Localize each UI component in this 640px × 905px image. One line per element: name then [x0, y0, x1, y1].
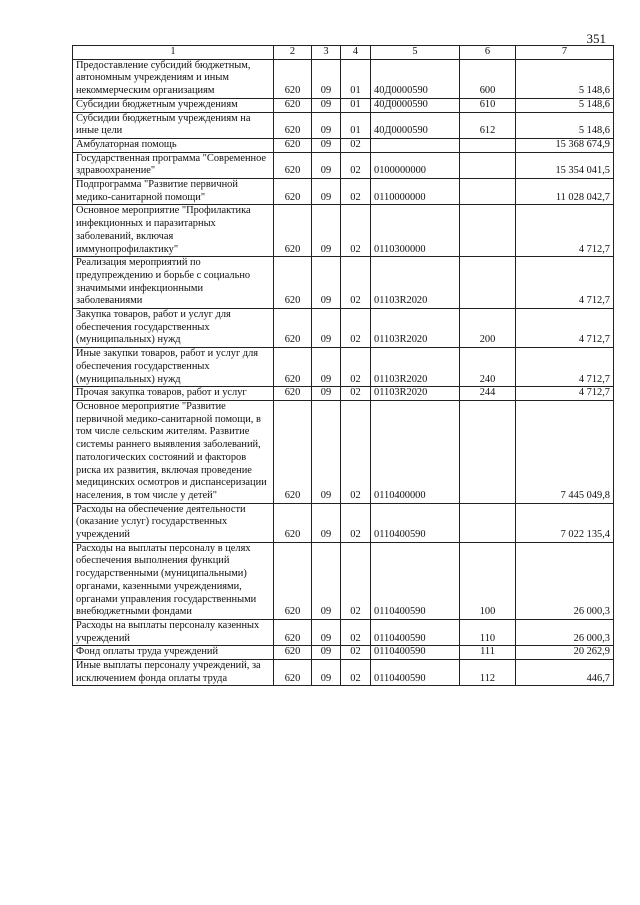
row-amount-cell: 4 712,7: [516, 257, 614, 309]
table-row: [73, 348, 614, 387]
row-section-cell: 09: [312, 257, 341, 309]
row-section-cell: 09: [312, 98, 341, 112]
row-target-article-cell: 0110400000: [371, 400, 460, 503]
row-amount-cell: 4 712,7: [516, 387, 614, 401]
table-header-row: [73, 46, 614, 60]
row-admin-code-cell: 620: [274, 59, 312, 98]
table-row: [73, 179, 614, 205]
row-target-article-cell: [371, 138, 460, 152]
row-admin-code-cell: 620: [274, 138, 312, 152]
row-expense-type-cell: 244: [460, 387, 516, 401]
row-subsection-cell: 02: [341, 152, 371, 178]
row-name-cell: Основное мероприятие "Профилактика инфекционных и паразитарных заболеваний, включая иммунопрофилактику": [73, 205, 274, 257]
row-amount-cell: 7 022 135,4: [516, 503, 614, 542]
row-section-cell: 09: [312, 205, 341, 257]
row-amount-cell: 4 712,7: [516, 348, 614, 387]
row-section-cell: 09: [312, 503, 341, 542]
row-expense-type-cell: 111: [460, 646, 516, 660]
table-row: [73, 619, 614, 645]
row-admin-code-cell: 620: [274, 309, 312, 348]
header-col-5: 5: [371, 46, 460, 60]
row-admin-code-cell: 620: [274, 542, 312, 619]
row-target-article-cell: 0110400590: [371, 646, 460, 660]
row-subsection-cell: 02: [341, 619, 371, 645]
table-row: [73, 152, 614, 178]
row-subsection-cell: 02: [341, 660, 371, 686]
row-admin-code-cell: 620: [274, 400, 312, 503]
row-amount-cell: 15 354 041,5: [516, 152, 614, 178]
table-row: [73, 257, 614, 309]
row-expense-type-cell: 240: [460, 348, 516, 387]
row-amount-cell: 446,7: [516, 660, 614, 686]
row-amount-cell: 11 028 042,7: [516, 179, 614, 205]
row-name-cell: Расходы на выплаты персоналу в целях обеспечения выполнения функций государственными (муниципальными) органами, казенными учреждениями, органами управления государственными внебюджетными фондами: [73, 542, 274, 619]
row-name-cell: Субсидии бюджетным учреждениям: [73, 98, 274, 112]
table-row: [73, 542, 614, 619]
row-target-article-cell: 0100000000: [371, 152, 460, 178]
table-row: [73, 138, 614, 152]
row-subsection-cell: 02: [341, 257, 371, 309]
row-amount-cell: 7 445 049,8: [516, 400, 614, 503]
row-subsection-cell: 02: [341, 138, 371, 152]
row-expense-type-cell: 110: [460, 619, 516, 645]
row-admin-code-cell: 620: [274, 619, 312, 645]
row-target-article-cell: 0110400590: [371, 503, 460, 542]
row-expense-type-cell: 200: [460, 309, 516, 348]
row-section-cell: 09: [312, 348, 341, 387]
row-expense-type-cell: [460, 205, 516, 257]
row-target-article-cell: 01103R2020: [371, 257, 460, 309]
row-amount-cell: 4 712,7: [516, 205, 614, 257]
row-subsection-cell: 02: [341, 387, 371, 401]
row-subsection-cell: 02: [341, 179, 371, 205]
row-target-article-cell: 40Д0000590: [371, 112, 460, 138]
row-subsection-cell: 01: [341, 59, 371, 98]
row-subsection-cell: 02: [341, 205, 371, 257]
row-admin-code-cell: 620: [274, 387, 312, 401]
row-admin-code-cell: 620: [274, 98, 312, 112]
row-admin-code-cell: 620: [274, 205, 312, 257]
row-admin-code-cell: 620: [274, 112, 312, 138]
row-admin-code-cell: 620: [274, 646, 312, 660]
table-row: [73, 205, 614, 257]
row-section-cell: 09: [312, 112, 341, 138]
table-row: [73, 98, 614, 112]
table-row: [73, 400, 614, 503]
row-amount-cell: 4 712,7: [516, 309, 614, 348]
row-section-cell: 09: [312, 138, 341, 152]
header-col-7: 7: [516, 46, 614, 60]
row-amount-cell: 5 148,6: [516, 112, 614, 138]
row-subsection-cell: 01: [341, 112, 371, 138]
row-amount-cell: 5 148,6: [516, 98, 614, 112]
row-expense-type-cell: 612: [460, 112, 516, 138]
row-name-cell: Закупка товаров, работ и услуг для обеспечения государственных (муниципальных) нужд: [73, 309, 274, 348]
row-name-cell: Реализация мероприятий по предупреждению и борьбе с социально значимыми инфекционными заболеваниями: [73, 257, 274, 309]
table-row: [73, 387, 614, 401]
row-name-cell: Субсидии бюджетным учреждениям на иные цели: [73, 112, 274, 138]
row-section-cell: 09: [312, 400, 341, 503]
row-subsection-cell: 02: [341, 309, 371, 348]
row-target-article-cell: 0110400590: [371, 660, 460, 686]
header-col-1: 1: [73, 46, 274, 60]
row-target-article-cell: 0110300000: [371, 205, 460, 257]
row-admin-code-cell: 620: [274, 257, 312, 309]
budget-table: [72, 45, 614, 686]
row-target-article-cell: 0110400590: [371, 542, 460, 619]
table-row: [73, 660, 614, 686]
row-name-cell: Иные закупки товаров, работ и услуг для обеспечения государственных (муниципальных) нужд: [73, 348, 274, 387]
table-row: [73, 503, 614, 542]
row-name-cell: Иные выплаты персоналу учреждений, за исключением фонда оплаты труда: [73, 660, 274, 686]
row-admin-code-cell: 620: [274, 660, 312, 686]
row-expense-type-cell: [460, 503, 516, 542]
row-name-cell: Основное мероприятие "Развитие первичной медико-санитарной помощи, в том числе сельским жителям. Развитие системы раннего выявления заболеваний, патологических состояний и факторов риска их развития, включая проведение медицинских осмотров и диспансеризации населения, в том числе у детей": [73, 400, 274, 503]
row-target-article-cell: 0110400590: [371, 619, 460, 645]
row-name-cell: Амбулаторная помощь: [73, 138, 274, 152]
row-expense-type-cell: 100: [460, 542, 516, 619]
row-expense-type-cell: [460, 179, 516, 205]
row-admin-code-cell: 620: [274, 179, 312, 205]
row-target-article-cell: 01103R2020: [371, 309, 460, 348]
row-target-article-cell: 01103R2020: [371, 387, 460, 401]
row-amount-cell: 5 148,6: [516, 59, 614, 98]
table-row: [73, 646, 614, 660]
header-col-3: 3: [312, 46, 341, 60]
row-expense-type-cell: [460, 138, 516, 152]
row-section-cell: 09: [312, 152, 341, 178]
row-name-cell: Предоставление субсидий бюджетным, автономным учреждениям и иным некоммерческим организациям: [73, 59, 274, 98]
row-subsection-cell: 02: [341, 646, 371, 660]
row-target-article-cell: 01103R2020: [371, 348, 460, 387]
header-col-2: 2: [274, 46, 312, 60]
row-amount-cell: 20 262,9: [516, 646, 614, 660]
table-row: [73, 59, 614, 98]
row-target-article-cell: 0110000000: [371, 179, 460, 205]
row-section-cell: 09: [312, 660, 341, 686]
row-section-cell: 09: [312, 646, 341, 660]
row-expense-type-cell: [460, 152, 516, 178]
row-admin-code-cell: 620: [274, 503, 312, 542]
row-subsection-cell: 02: [341, 400, 371, 503]
page-number: 351: [586, 31, 606, 46]
row-name-cell: Прочая закупка товаров, работ и услуг: [73, 387, 274, 401]
row-expense-type-cell: 600: [460, 59, 516, 98]
row-name-cell: Фонд оплаты труда учреждений: [73, 646, 274, 660]
row-subsection-cell: 01: [341, 98, 371, 112]
row-section-cell: 09: [312, 59, 341, 98]
row-name-cell: Расходы на обеспечение деятельности (оказание услуг) государственных учреждений: [73, 503, 274, 542]
row-amount-cell: 26 000,3: [516, 619, 614, 645]
row-expense-type-cell: 610: [460, 98, 516, 112]
budget-table-body: [73, 46, 614, 686]
row-expense-type-cell: 112: [460, 660, 516, 686]
header-col-6: 6: [460, 46, 516, 60]
row-section-cell: 09: [312, 309, 341, 348]
row-section-cell: 09: [312, 387, 341, 401]
row-amount-cell: 26 000,3: [516, 542, 614, 619]
row-section-cell: 09: [312, 179, 341, 205]
row-subsection-cell: 02: [341, 542, 371, 619]
table-row: [73, 309, 614, 348]
row-subsection-cell: 02: [341, 503, 371, 542]
row-name-cell: Расходы на выплаты персоналу казенных учреждений: [73, 619, 274, 645]
row-expense-type-cell: [460, 400, 516, 503]
row-target-article-cell: 40Д0000590: [371, 59, 460, 98]
row-name-cell: Государственная программа "Современное здравоохранение": [73, 152, 274, 178]
row-admin-code-cell: 620: [274, 348, 312, 387]
row-section-cell: 09: [312, 542, 341, 619]
row-admin-code-cell: 620: [274, 152, 312, 178]
header-col-4: 4: [341, 46, 371, 60]
row-amount-cell: 15 368 674,9: [516, 138, 614, 152]
table-row: [73, 112, 614, 138]
row-expense-type-cell: [460, 257, 516, 309]
row-subsection-cell: 02: [341, 348, 371, 387]
row-target-article-cell: 40Д0000590: [371, 98, 460, 112]
row-name-cell: Подпрограмма "Развитие первичной медико-санитарной помощи": [73, 179, 274, 205]
row-section-cell: 09: [312, 619, 341, 645]
